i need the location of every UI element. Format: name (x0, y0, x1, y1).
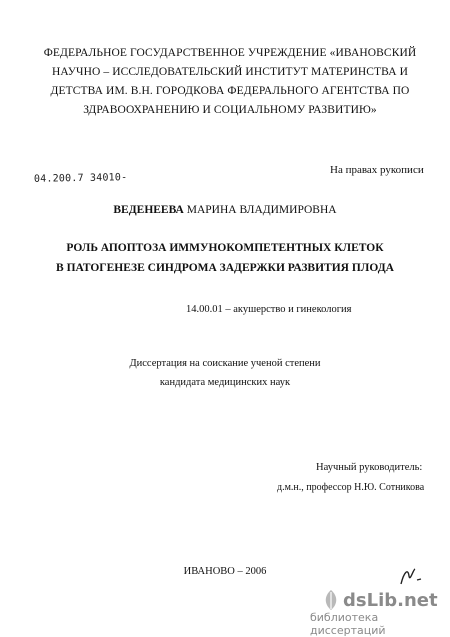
specialty-code: 14.00.01 – акушерство и гинекология (186, 304, 352, 315)
dissertation-degree (0, 354, 450, 392)
title-line-2: В ПАТОГЕНЕЗЕ СИНДРОМА ЗАДЕРЖКИ РАЗВИТИЯ ПЛОДА (56, 262, 394, 274)
institution-line-1: ФЕДЕРАЛЬНОЕ ГОСУДАРСТВЕННОЕ УЧРЕЖДЕНИЕ «ИВАНОВСКИЙ (43, 47, 417, 59)
title-line-1: РОЛЬ АПОПТОЗА ИММУНОКОМПЕТЕНТНЫХ КЛЕТОК (66, 242, 384, 254)
dissertation-title (0, 238, 450, 278)
signature-mark (395, 566, 425, 588)
dslib-leaf-icon (320, 588, 342, 612)
institution-line-2: НАУЧНО – ИССЛЕДОВАТЕЛЬСКИЙ ИНСТИТУТ МАТЕРИНСТВА И (51, 66, 408, 78)
author-surname: ВЕДЕНЕЕВА (113, 204, 184, 216)
degree-line-2: кандидата медицинских наук (159, 377, 291, 388)
document-code: 04.200.7 34010- (33, 172, 128, 185)
rights-note: На правах рукописи (330, 164, 424, 176)
degree-line-1: Диссертация на соискание ученой степени (129, 358, 321, 369)
dslib-caption: библиотека диссертаций (310, 611, 386, 637)
institution-line-4: ЗДРАВООХРАНЕНИЮ И СОЦИАЛЬНОМУ РАЗВИТИЮ» (83, 104, 377, 116)
institution-heading (40, 44, 420, 120)
dslib-logo: dsLib.net (343, 590, 438, 611)
supervisor-name: д.м.н., профессор Н.Ю. Сотникова (277, 482, 425, 493)
author-given-names: МАРИНА ВЛАДИМИРОВНА (186, 204, 337, 216)
city-year: ИВАНОВО – 2006 (183, 566, 267, 577)
author-name (0, 204, 450, 216)
institution-line-3: ДЕТСТВА ИМ. В.Н. ГОРОДКОВА ФЕДЕРАЛЬНОГО АГЕНТСТВА ПО (50, 85, 410, 97)
supervisor-label: Научный руководитель: (316, 462, 423, 473)
